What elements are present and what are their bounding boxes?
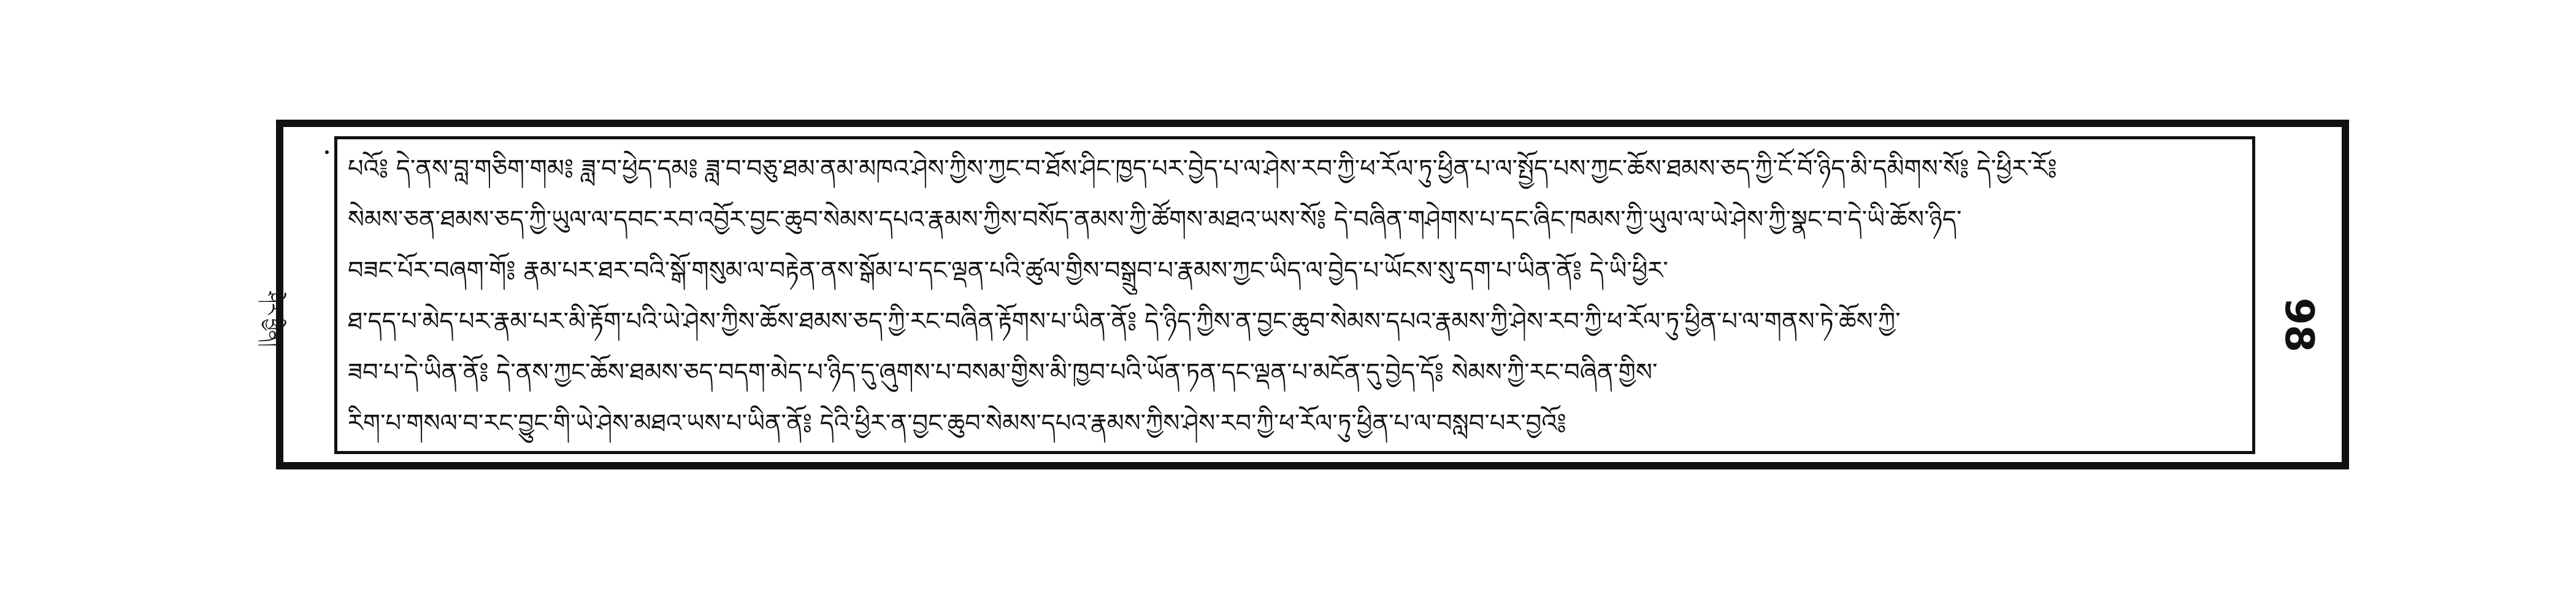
left-margin xyxy=(262,132,331,457)
text-line-1: པའོ༔ དེ་ནས་བླ་གཅིག་གམ༔ ཟླ་བ་ཕྱེད་དམ༔ ཟླ་བ་བཅུ་ཐམ་ནམ་མཁའ་ཤེས་ཀྱིས་ཀྱང་བ་ཐོས་ཤིང་ཁྱད་པར་བྱེད་པ་ལ་ཤེས་རབ་ཀྱི་ཕ་རོལ་ཏུ་ཕྱིན་པ་ལ་སྤྱོད་པས་ཀྱང་ཆོས་ཐམས་ཅད་ཀྱི་ངོ་བོ་ཉིད་མི་དམིགས་སོ༔ དེ་ཕྱིར་རོ༔ xyxy=(348,155,2057,183)
text-line-2: སེམས་ཅན་ཐམས་ཅད་ཀྱི་ཡུལ་ལ་དབང་རབ་འབྱོར་བྱང་ཆུབ་སེམས་དཔའ་རྣམས་ཀྱིས་བསོད་ནམས་ཀྱི་ཚོགས་མཐའ་ཡས་སོ༔ དེ་བཞིན་གཤེགས་པ་དང་ཞིང་ཁམས་ཀྱི་ཡུལ་ལ་ཡེ་ཤེས་ཀྱི་སྣང་བ་དེ་ཡི་ཆོས་ཉིད་ xyxy=(348,206,1962,234)
folio-number: 98 xyxy=(2276,298,2321,353)
right-margin xyxy=(2263,132,2337,457)
margin-title: ཤེར་ཕྱིན། xyxy=(262,291,283,347)
text-line-3: བཟང་པོར་བཞག་གོ༔ རྣམ་པར་ཐར་བའི་སྒོ་གསུམ་ལ་བརྟེན་ནས་སྒོམ་པ་དང་ལྡན་པའི་ཚུལ་གྱིས་བསྒྲུབ་པ་རྣམས་ཀྱང་ཡིད་ལ་བྱེད་པ་ཡོངས་སུ་དག་པ་ཡིན་ནོ༔ དེ་ཡི་ཕྱིར་ xyxy=(348,256,1668,285)
text-line-6: རིག་པ་གསལ་བ་རང་བྱུང་གི་ཡེ་ཤེས་མཐའ་ཡས་པ་ཡིན་ནོ༔ དེའི་ཕྱིར་ན་བྱང་ཆུབ་སེམས་དཔའ་རྣམས་ཀྱིས་ཤེས་རབ་ཀྱི་ཕ་རོལ་ཏུ་ཕྱིན་པ་ལ་བསླབ་པར་བྱའོ༔ xyxy=(348,409,1566,438)
text-line-4: ཐ་དད་པ་མེད་པར་རྣམ་པར་མི་རྟོག་པའི་ཡེ་ཤེས་ཀྱིས་ཆོས་ཐམས་ཅད་ཀྱི་རང་བཞིན་རྟོགས་པ་ཡིན་ནོ༔ དེ་ཉིད་ཀྱིས་ན་བྱང་ཆུབ་སེམས་དཔའ་རྣམས་ཀྱི་ཤེས་རབ་ཀྱི་ཕ་རོལ་ཏུ་ཕྱིན་པ་ལ་གནས་ཏེ་ཆོས་ཀྱི་ xyxy=(348,307,1901,336)
text-block xyxy=(340,141,2251,451)
text-line-5: ཟབ་པ་དེ་ཡིན་ནོ༔ དེ་ནས་ཀྱང་ཆོས་ཐམས་ཅད་བདག་མེད་པ་ཉིད་དུ་ཞུགས་པ་བསམ་གྱིས་མི་ཁྱབ་པའི་ཡོན་ཏན་དང་ལྡན་པ་མངོན་དུ་བྱེད་དོ༔ སེམས་ཀྱི་རང་བཞིན་གྱིས་ xyxy=(348,358,1658,387)
